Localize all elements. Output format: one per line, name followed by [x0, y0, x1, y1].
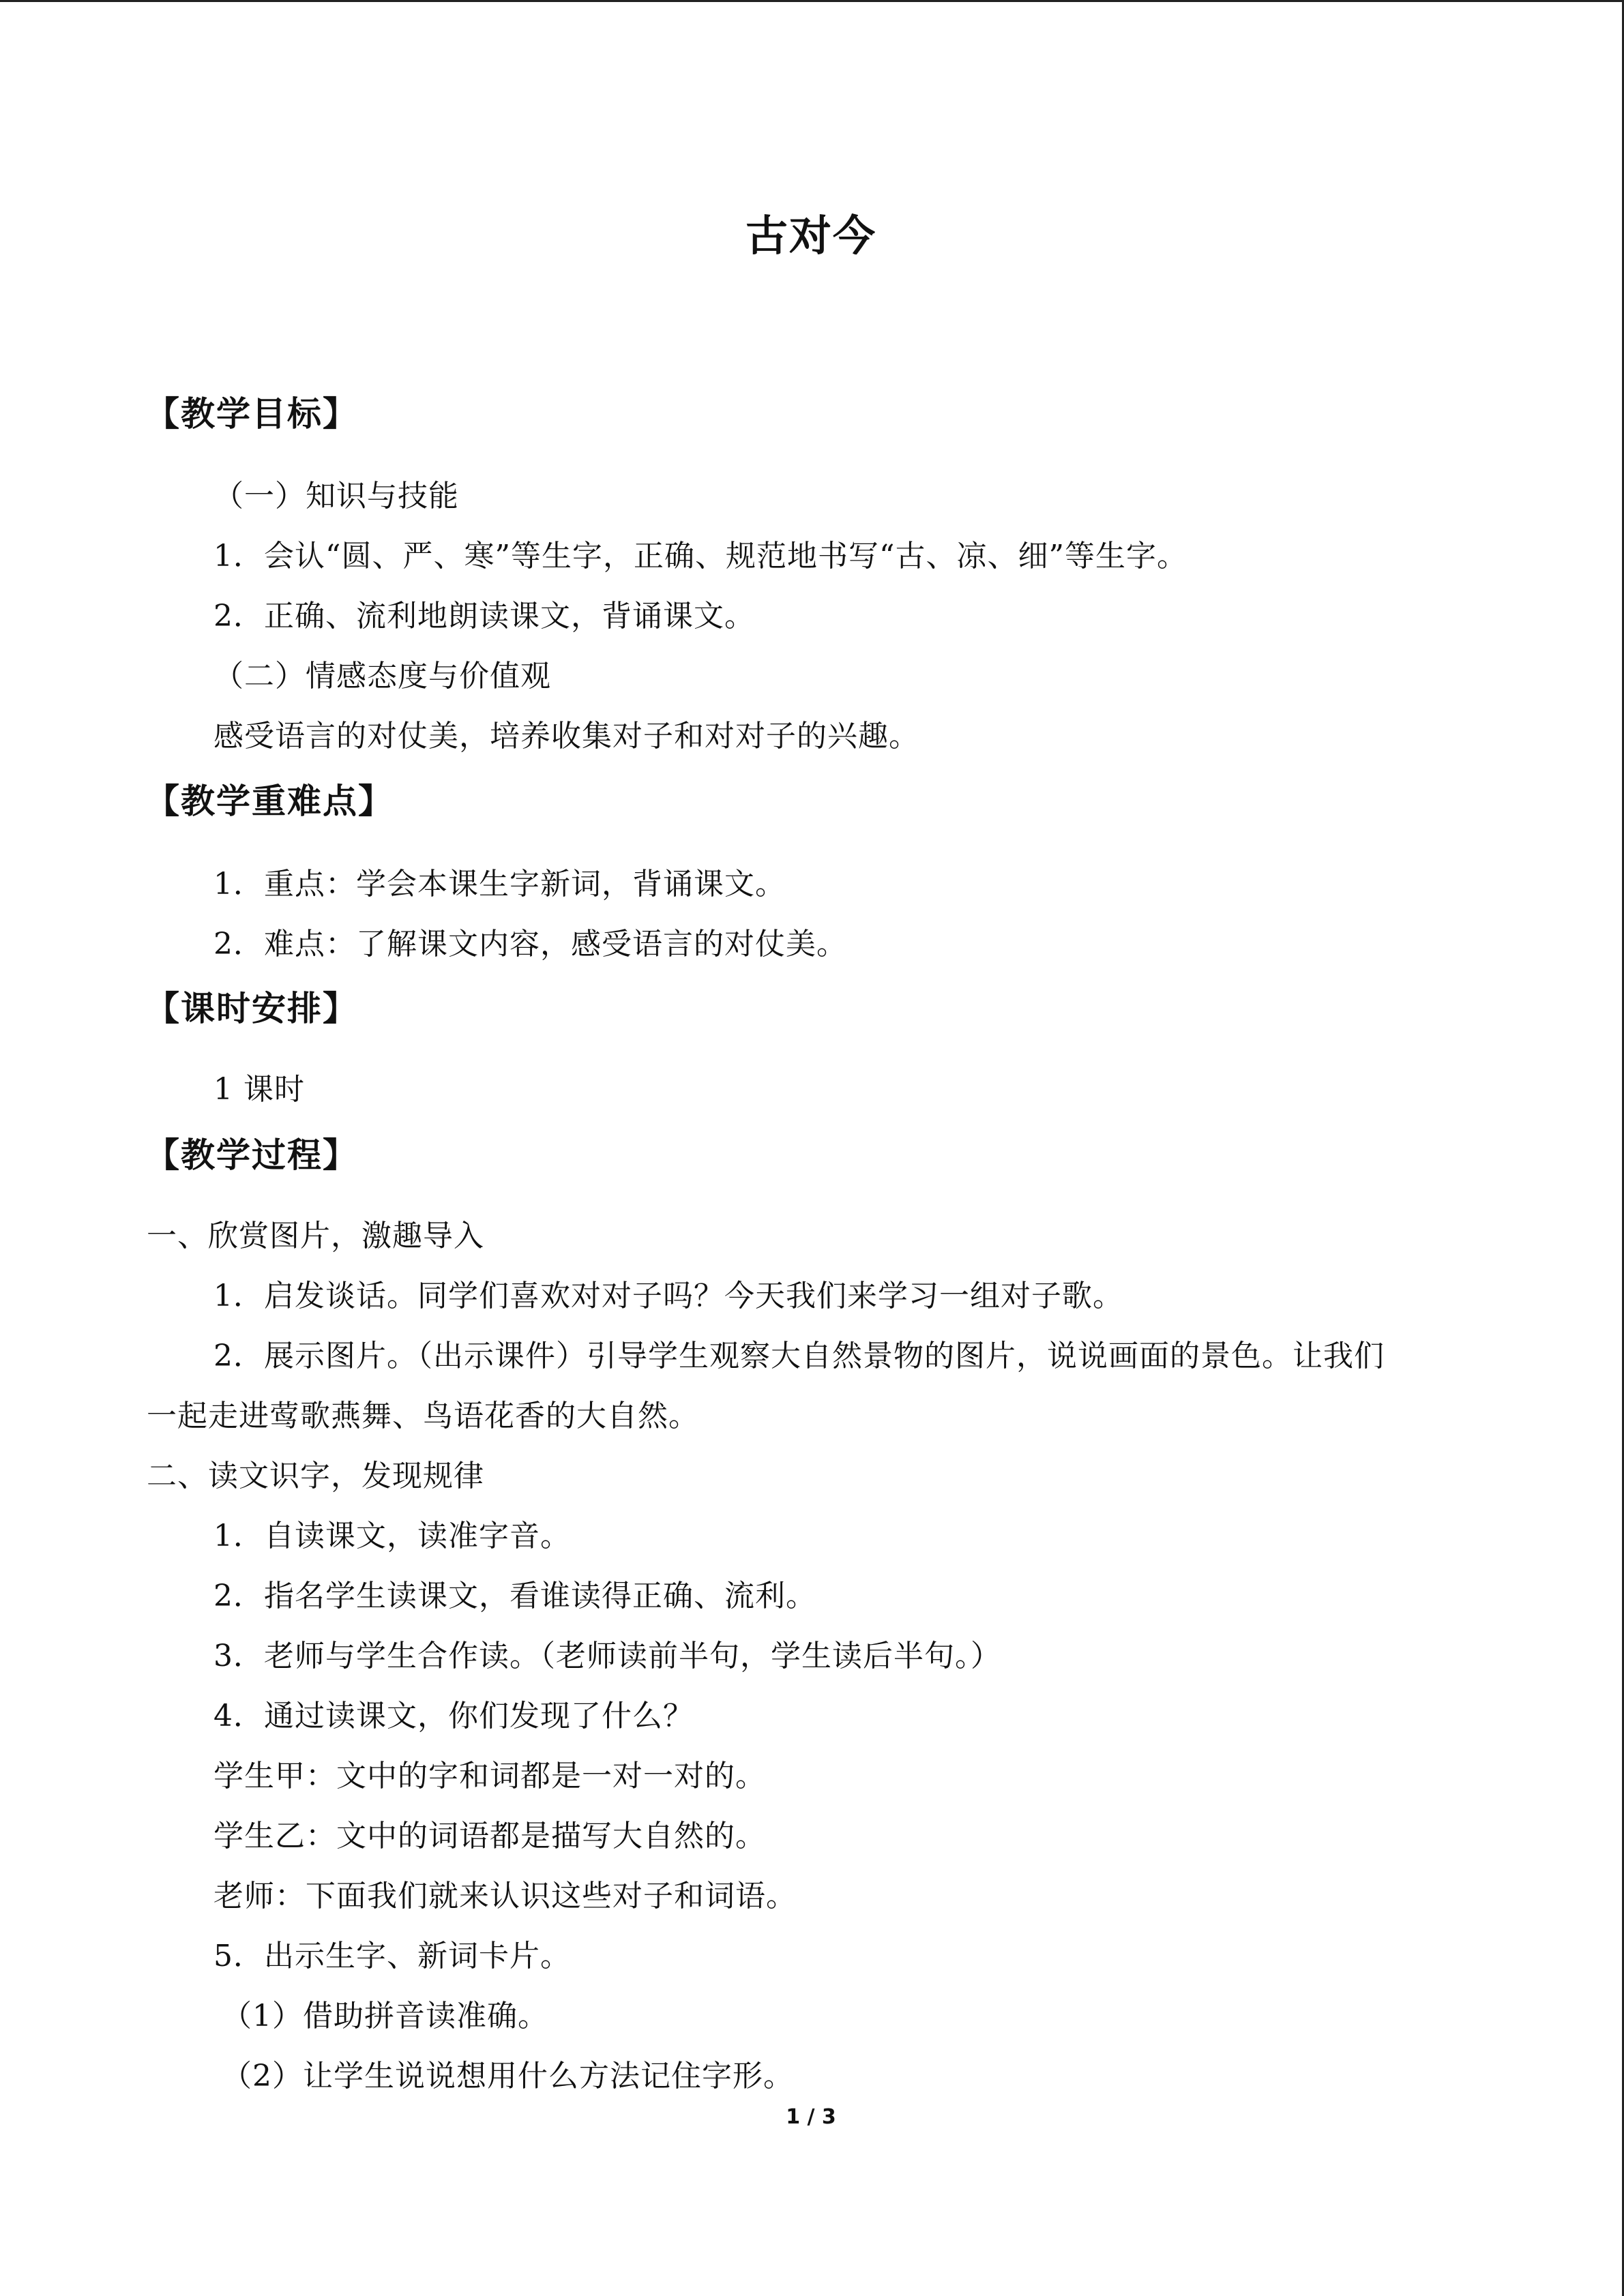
- schedule-text: 1 课时: [213, 1072, 305, 1107]
- process-s1-item-1: 1．启发谈话。同学们喜欢对对子吗？今天我们来学习一组对子歌。: [213, 1279, 1123, 1313]
- goals-subheading-knowledge: （一）知识与技能: [213, 479, 459, 513]
- heading-teaching-process: 【教学过程】: [145, 1135, 358, 1175]
- goals-item-2: 2．正确、流利地朗读课文，背诵课文。: [213, 599, 755, 633]
- process-student-a: 学生甲：文中的字和词都是一对一对的。: [213, 1759, 766, 1793]
- heading-key-points: 【教学重难点】: [145, 781, 394, 821]
- process-s1-item-2-line-2: 一起走进莺歌燕舞、鸟语花香的大自然。: [147, 1399, 699, 1433]
- process-teacher: 老师：下面我们就来认识这些对子和词语。: [213, 1879, 797, 1913]
- heading-schedule: 【课时安排】: [145, 989, 358, 1028]
- process-student-b: 学生乙：文中的词语都是描写大自然的。: [213, 1819, 766, 1853]
- process-s2-sub-2: （2）让学生说说想用什么方法记住字形。: [222, 2059, 794, 2093]
- process-s2-item-5: 5．出示生字、新词卡片。: [213, 1939, 571, 1973]
- key-point-item-2: 2．难点：了解课文内容，感受语言的对仗美。: [213, 927, 847, 961]
- process-s2-sub-1: （1）借助拼音读准确。: [222, 1999, 548, 2033]
- process-section-1: 一、欣赏图片，激趣导入: [147, 1219, 484, 1253]
- document-title: 古对今: [745, 211, 876, 260]
- process-s2-item-3: 3．老师与学生合作读。（老师读前半句，学生读后半句。）: [213, 1639, 1001, 1673]
- process-s2-item-2: 2．指名学生读课文，看谁读得正确、流利。: [213, 1579, 816, 1613]
- page-number: 1 / 3: [786, 2105, 836, 2129]
- process-s2-item-4: 4．通过读课文，你们发现了什么？: [213, 1699, 694, 1733]
- goals-item-1: 1．会认“圆、严、寒”等生字，正确、规范地书写“古、凉、细”等生字。: [213, 539, 1187, 573]
- goals-subheading-emotion: （二）情感态度与价值观: [213, 659, 551, 694]
- heading-teaching-goals: 【教学目标】: [145, 394, 358, 434]
- process-s1-item-2-line-1: 2．展示图片。（出示课件）引导学生观察大自然景物的图片，说说画面的景色。让我们: [213, 1339, 1385, 1373]
- key-point-item-1: 1．重点：学会本课生字新词，背诵课文。: [213, 867, 786, 901]
- goals-item-3: 感受语言的对仗美，培养收集对子和对对子的兴趣。: [213, 719, 919, 754]
- process-s2-item-1: 1．自读课文，读准字音。: [213, 1519, 571, 1553]
- process-section-2: 二、读文识字，发现规律: [147, 1459, 484, 1493]
